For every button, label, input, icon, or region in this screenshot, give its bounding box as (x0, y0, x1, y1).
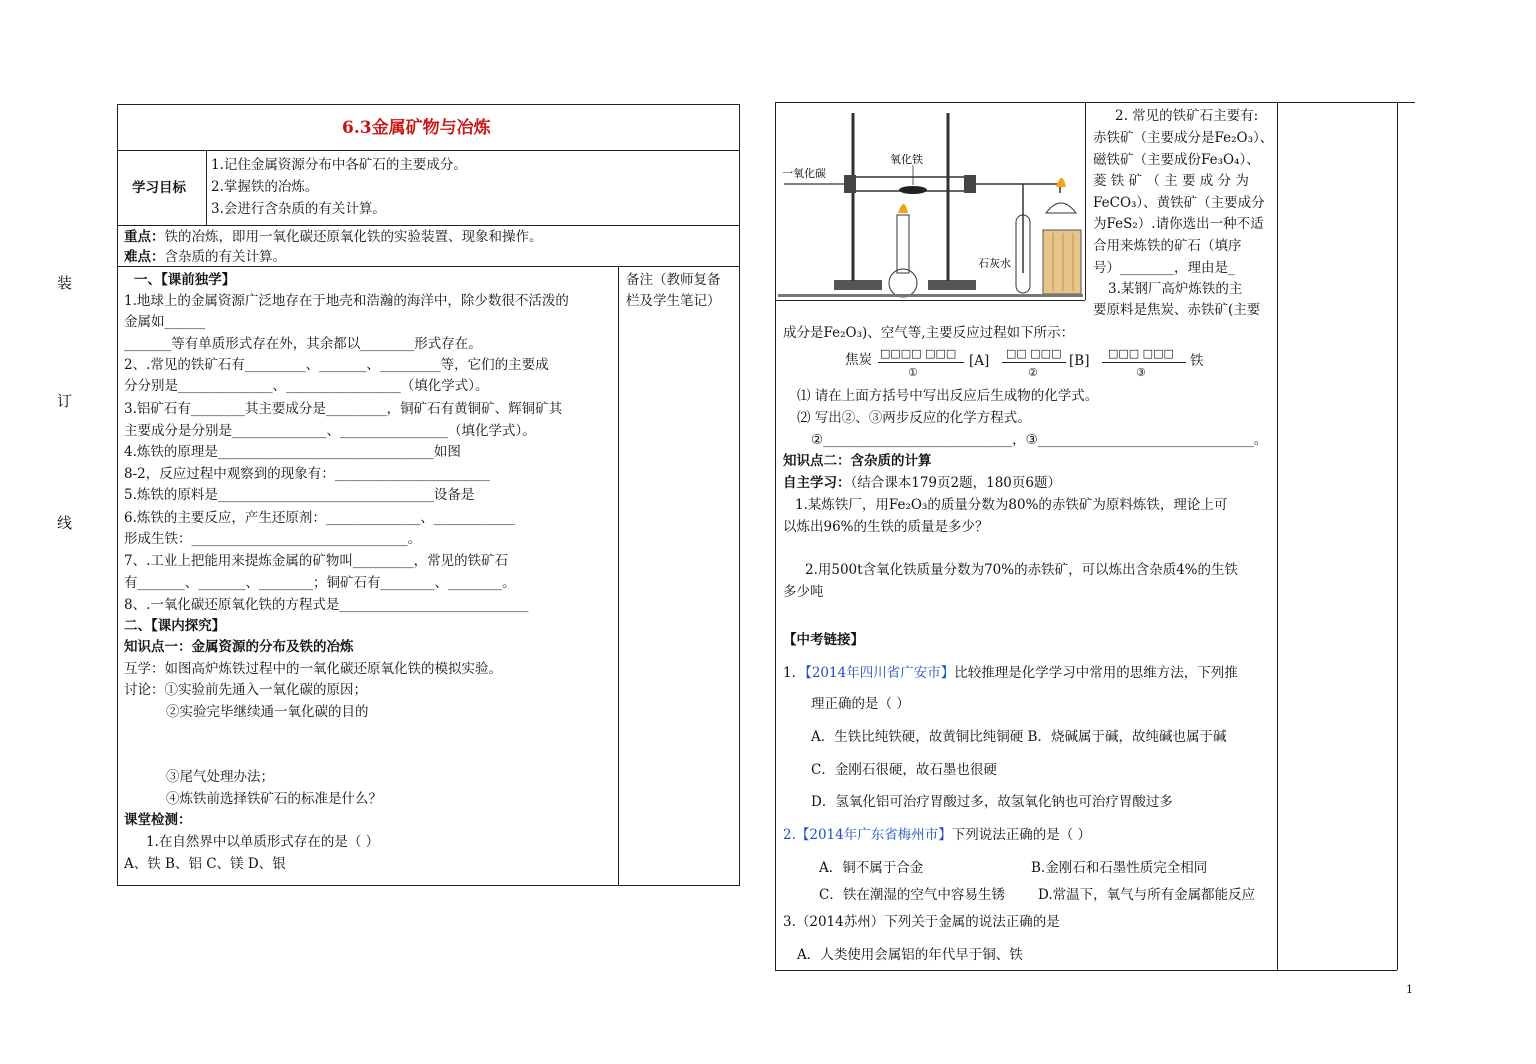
exam-link-heading: 【中考链接】 (783, 632, 864, 648)
apparatus-diagram (778, 105, 1083, 299)
raw-material-line: 成分是Fe₂O₃)、空气等,主要反应过程如下所示： (783, 325, 1075, 341)
co-label: 一氧化碳 (782, 167, 826, 180)
ore-line: 号）________，理由是_ (1093, 260, 1235, 276)
text-line: 2、.常见的铁矿石有_________、_______、_________等，它们的主要成 (124, 357, 549, 373)
text-line: ③尾气处理办法； (166, 769, 274, 785)
exam-q2-option-a: A．铜不属于合金 (819, 860, 924, 876)
text-line: 3.铝矿石有________其主要成分是_________，铜矿石有黄铜矿、辉铜矿其 (124, 401, 563, 417)
goal-1: 1.记住金属资源分布中各矿石的主要成分。 (211, 157, 467, 173)
ore-line: 为FeS₂）.请你选出一种不适 (1093, 216, 1264, 232)
flow-end: 铁 (1190, 353, 1204, 369)
text-line: 8-2，反应过程中观察到的现象有：_______________________ (124, 466, 490, 482)
exam-q2-option-b: B.金刚石和石墨性质完全相同 (1031, 860, 1208, 876)
calc-2-cont: 多少吨 (783, 584, 824, 600)
goal-3: 3.会进行含杂质的有关计算。 (211, 201, 386, 217)
ore-line: 磁铁矿（主要成份Fe₃O₄）、 (1093, 152, 1260, 168)
ore-line: 2. 常见的铁矿石主要有: (1115, 108, 1259, 124)
page-title: 6.3金属矿物与冶炼 (342, 118, 491, 138)
fe2o3-label: 氧化铁 (890, 153, 923, 166)
exam-q1-option-c: C．金刚石很硬，故石墨也很硬 (811, 762, 997, 778)
flow-box-a: [A] (969, 353, 990, 369)
text-line: 7、.工业上把能用来提炼金属的矿物叫_________，常见的铁矿石 (124, 553, 509, 569)
exam-q1-option-d: D．氢氧化铝可治疗胃酸过多，故氢氧化钠也可治疗胃酸过多 (811, 794, 1173, 810)
exam-q1: 1．【2014年四川省广安市】比较推理是化学学习中常用的思维方法，下列推 (783, 665, 1238, 681)
ore-line: FeCO₃）、黄铁矿（主要成分 (1093, 195, 1265, 211)
text-line: 分分别是______________、_________________（填化学式）。 (124, 378, 489, 394)
section-2-heading: 二、【课内探究】 (124, 618, 226, 634)
exam-q3: 3.（2014苏州）下列关于金属的说法正确的是 (783, 914, 1060, 930)
limewater-label: 石灰水 (978, 257, 1011, 270)
question-line: ⑴ 请在上面方括号中写出反应后生成物的化学式。 (797, 388, 1099, 404)
text-line: 6.炼铁的主要反应，产生还原剂：______________、____________ (124, 510, 515, 526)
text-line: A、铁 B、铝 C、镁 D、银 (124, 856, 286, 872)
flow-num-2: ② (1028, 366, 1038, 379)
goal-2: 2.掌握铁的冶炼。 (211, 179, 319, 195)
text-line: 5.炼铁的原料是________________________________设备是 (124, 487, 475, 503)
text-line: 金属如______ (124, 314, 205, 330)
knowledge-point-2: 知识点二：含杂质的计算 (783, 453, 932, 469)
flow-num-3: ③ (1136, 366, 1146, 379)
text-line: ②实验完毕继续通一氧化碳的目的 (166, 704, 369, 720)
exam-q2-option-d: D.常温下，氧气与所有金属都能反应 (1038, 887, 1256, 903)
notes-label-1: 备注（教师复备 (626, 272, 721, 288)
binding-label-1: 装 (57, 274, 73, 292)
section-1-heading: 一、【课前独学】 (134, 272, 236, 288)
ore-line: 赤铁矿（主要成分是Fe₂O₃）、 (1093, 130, 1274, 146)
exam-q3-option-a: A．人类使用会属铝的年代早于铜、铁 (797, 947, 1023, 963)
self-study-line: 自主学习：（结合课本179页2题，180页6题） (783, 475, 1061, 491)
binding-label-3: 线 (57, 514, 73, 532)
exam-q2-option-c: C．铁在潮湿的空气中容易生锈 (819, 887, 1005, 903)
exam-q1-cont: 理正确的是（ ） (811, 696, 910, 712)
flow-start: 焦炭 (845, 352, 872, 368)
text-line: 1.在自然界中以单质形式存在的是（ ） (146, 834, 380, 850)
flow-num-1: ① (908, 366, 918, 379)
flow-arrow2-label: □□ □□□ (1006, 347, 1062, 360)
page-number: 1 (1406, 983, 1413, 996)
question-line: ⑵ 写出②、③两步反应的化学方程式。 (797, 410, 1031, 426)
exam-q2: 2.【2014年广东省梅州市】下列说法正确的是（ ） (783, 827, 1092, 843)
ore-line: 合用来炼铁的矿石（填序 (1093, 238, 1242, 254)
text-line: _______等有单质形式存在外，其余都以________形式存在。 (124, 336, 482, 352)
text-line: ④炼铁前选择铁矿石的标准是什么？ (166, 791, 382, 807)
text-line: 4.炼铁的原理是________________________________如图 (124, 444, 461, 460)
question-line: ②____________________________，③________________________________。 (811, 432, 1268, 448)
ore-line: 要原料是焦炭、赤铁矿(主要 (1093, 302, 1261, 318)
text-line: 主要成分是分别是______________、________________（填化学式）。 (124, 423, 536, 439)
text-line: 互学：如图高炉炼铁过程中的一氧化碳还原氧化铁的模拟实验。 (124, 661, 502, 677)
calc-1: 1.某炼铁厂，用Fe₂O₃的质量分数为80%的赤铁矿为原料炼铁，理论上可 (795, 497, 1228, 513)
flow-arrow1-label: □□□□ □□□ (880, 347, 957, 360)
knowledge-point-1: 知识点一：金属资源的分布及铁的冶炼 (124, 639, 354, 655)
text-line: 讨论：①实验前先通入一氧化碳的原因； (124, 682, 367, 698)
goals-label: 学习目标 (132, 180, 186, 196)
binding-label-2: 订 (57, 392, 73, 410)
flow-arrow3-label: □□□ □□□ (1108, 347, 1174, 360)
flow-box-b: [B] (1069, 353, 1090, 369)
ore-line: 3.某钢厂高炉炼铁的主 (1108, 281, 1243, 297)
ore-line: 菱 铁 矿 （ 主 要 成 分 为 (1093, 173, 1249, 189)
calc-1-cont: 以炼出96%的生铁的质量是多少？ (783, 519, 989, 535)
notes-label-2: 栏及学生笔记） (626, 293, 721, 309)
class-test-heading: 课堂检测： (124, 812, 192, 828)
text-line: 形成生铁：________________________________。 (124, 531, 421, 547)
text-line: 8、.一氧化碳还原氧化铁的方程式是____________________________ (124, 597, 529, 613)
calc-2: 2.用500t含氧化铁质量分数为70%的赤铁矿，可以炼出含杂质4%的生铁 (805, 562, 1238, 578)
key-point: 重点：铁的冶炼，即用一氧化碳还原氧化铁的实验装置、现象和操作。 (124, 229, 543, 245)
exam-q1-option-ab: A．生铁比纯铁硬，故黄铜比纯铜硬 B．烧碱属于碱，故纯碱也属于碱 (811, 729, 1227, 745)
text-line: 1.地球上的金属资源广泛地存在于地壳和浩瀚的海洋中，除少数很不活泼的 (124, 293, 569, 309)
difficult-point: 难点：含杂质的有关计算。 (124, 249, 286, 265)
text-line: 有_______、_______、________；铜矿石有________、________。 (124, 575, 516, 591)
